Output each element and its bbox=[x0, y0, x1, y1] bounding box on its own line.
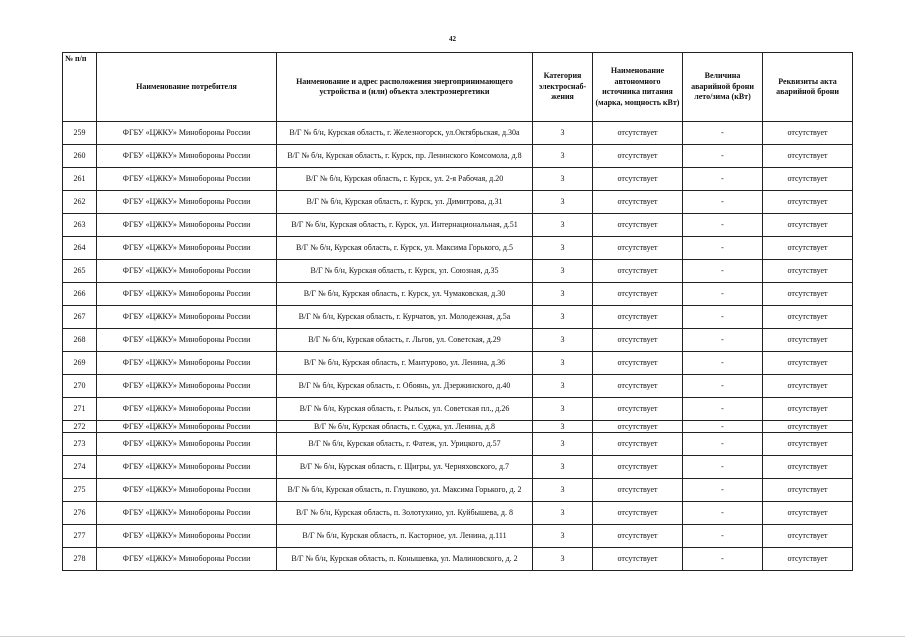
cell-object: В/Г № б/н, Курская область, п. Касторное, ул. Ленина, д.111 bbox=[277, 525, 533, 548]
table-row bbox=[63, 191, 853, 214]
table-row bbox=[63, 352, 853, 375]
table-row bbox=[63, 502, 853, 525]
cell-object: В/Г № б/н, Курская область, г. Суджа, ул. Ленина, д.8 bbox=[277, 421, 533, 433]
cell-source: отсутствует bbox=[593, 433, 683, 456]
cell-num: 273 bbox=[63, 433, 97, 456]
cell-reserve: - bbox=[683, 145, 763, 168]
cell-num: 262 bbox=[63, 191, 97, 214]
cell-reserve: - bbox=[683, 352, 763, 375]
cell-source: отсутствует bbox=[593, 145, 683, 168]
table-row bbox=[63, 525, 853, 548]
header-consumer: Наименование потребителя bbox=[97, 53, 277, 122]
header-row bbox=[63, 53, 853, 122]
cell-object: В/Г № б/н, Курская область, г. Мантурово, ул. Ленина, д.36 bbox=[277, 352, 533, 375]
cell-category: 3 bbox=[533, 191, 593, 214]
cell-act: отсутствует bbox=[763, 260, 853, 283]
cell-consumer: ФГБУ «ЦЖКУ» Минобороны России bbox=[97, 145, 277, 168]
table-row bbox=[63, 306, 853, 329]
cell-reserve: - bbox=[683, 283, 763, 306]
cell-num: 264 bbox=[63, 237, 97, 260]
table-row bbox=[63, 145, 853, 168]
cell-consumer: ФГБУ «ЦЖКУ» Минобороны России bbox=[97, 260, 277, 283]
table-row bbox=[63, 421, 853, 433]
cell-reserve: - bbox=[683, 456, 763, 479]
cell-source: отсутствует bbox=[593, 456, 683, 479]
cell-source: отсутствует bbox=[593, 398, 683, 421]
cell-act: отсутствует bbox=[763, 433, 853, 456]
table-row bbox=[63, 479, 853, 502]
cell-num: 263 bbox=[63, 214, 97, 237]
cell-source: отсутствует bbox=[593, 329, 683, 352]
header-act: Реквизиты акта аварийной брони bbox=[763, 53, 853, 122]
table-row bbox=[63, 214, 853, 237]
cell-category: 3 bbox=[533, 502, 593, 525]
cell-act: отсутствует bbox=[763, 145, 853, 168]
cell-source: отсутствует bbox=[593, 122, 683, 145]
header-source: Наименование автономного источника питания (марка, мощность кВт) bbox=[593, 53, 683, 122]
cell-consumer: ФГБУ «ЦЖКУ» Минобороны России bbox=[97, 421, 277, 433]
cell-consumer: ФГБУ «ЦЖКУ» Минобороны России bbox=[97, 329, 277, 352]
cell-category: 3 bbox=[533, 214, 593, 237]
cell-consumer: ФГБУ «ЦЖКУ» Минобороны России bbox=[97, 479, 277, 502]
cell-act: отсутствует bbox=[763, 329, 853, 352]
cell-source: отсутствует bbox=[593, 375, 683, 398]
header-object: Наименование и адрес расположения энергопринимающего устройства и (или) объекта электроэнергетики bbox=[277, 53, 533, 122]
cell-num: 266 bbox=[63, 283, 97, 306]
cell-category: 3 bbox=[533, 329, 593, 352]
table-row bbox=[63, 122, 853, 145]
scan-edge-line bbox=[0, 636, 905, 637]
cell-category: 3 bbox=[533, 283, 593, 306]
cell-category: 3 bbox=[533, 306, 593, 329]
cell-act: отсутствует bbox=[763, 398, 853, 421]
cell-source: отсутствует bbox=[593, 306, 683, 329]
cell-object: В/Г № б/н, Курская область, г. Рыльск, ул. Советская пл., д.26 bbox=[277, 398, 533, 421]
cell-consumer: ФГБУ «ЦЖКУ» Минобороны России bbox=[97, 456, 277, 479]
cell-consumer: ФГБУ «ЦЖКУ» Минобороны России bbox=[97, 502, 277, 525]
cell-category: 3 bbox=[533, 260, 593, 283]
cell-category: 3 bbox=[533, 525, 593, 548]
cell-object: В/Г № б/н, Курская область, г. Курск, пр. Ленинского Комсомола, д.8 bbox=[277, 145, 533, 168]
cell-num: 275 bbox=[63, 479, 97, 502]
table-row bbox=[63, 237, 853, 260]
cell-num: 272 bbox=[63, 421, 97, 433]
cell-num: 276 bbox=[63, 502, 97, 525]
table-row bbox=[63, 283, 853, 306]
table-row bbox=[63, 260, 853, 283]
cell-category: 3 bbox=[533, 145, 593, 168]
cell-consumer: ФГБУ «ЦЖКУ» Минобороны России bbox=[97, 375, 277, 398]
cell-num: 278 bbox=[63, 548, 97, 571]
cell-source: отсутствует bbox=[593, 214, 683, 237]
cell-act: отсутствует bbox=[763, 421, 853, 433]
cell-object: В/Г № б/н, Курская область, г. Курск, ул. Димитрова, д.31 bbox=[277, 191, 533, 214]
cell-object: В/Г № б/н, Курская область, г. Щигры, ул. Черняховского, д.7 bbox=[277, 456, 533, 479]
cell-object: В/Г № б/н, Курская область, г. Курчатов, ул. Молодежная, д.5а bbox=[277, 306, 533, 329]
cell-reserve: - bbox=[683, 548, 763, 571]
cell-act: отсутствует bbox=[763, 191, 853, 214]
cell-num: 274 bbox=[63, 456, 97, 479]
cell-act: отсутствует bbox=[763, 479, 853, 502]
cell-reserve: - bbox=[683, 421, 763, 433]
cell-num: 269 bbox=[63, 352, 97, 375]
cell-consumer: ФГБУ «ЦЖКУ» Минобороны России bbox=[97, 398, 277, 421]
cell-category: 3 bbox=[533, 479, 593, 502]
cell-object: В/Г № б/н, Курская область, г. Фатеж, ул. Урицкого, д.57 bbox=[277, 433, 533, 456]
page-number: 42 bbox=[449, 35, 456, 43]
cell-reserve: - bbox=[683, 214, 763, 237]
cell-source: отсутствует bbox=[593, 502, 683, 525]
cell-consumer: ФГБУ «ЦЖКУ» Минобороны России bbox=[97, 168, 277, 191]
cell-reserve: - bbox=[683, 375, 763, 398]
table-row bbox=[63, 398, 853, 421]
cell-reserve: - bbox=[683, 525, 763, 548]
table-row bbox=[63, 375, 853, 398]
cell-object: В/Г № б/н, Курская область, п. Золотухино, ул. Куйбышева, д. 8 bbox=[277, 502, 533, 525]
cell-act: отсутствует bbox=[763, 502, 853, 525]
reserve-table bbox=[62, 52, 853, 571]
cell-consumer: ФГБУ «ЦЖКУ» Минобороны России bbox=[97, 306, 277, 329]
table-row bbox=[63, 329, 853, 352]
cell-reserve: - bbox=[683, 168, 763, 191]
cell-category: 3 bbox=[533, 548, 593, 571]
cell-act: отсутствует bbox=[763, 168, 853, 191]
cell-num: 268 bbox=[63, 329, 97, 352]
cell-object: В/Г № б/н, Курская область, г. Курск, ул. Союзная, д.35 bbox=[277, 260, 533, 283]
cell-reserve: - bbox=[683, 502, 763, 525]
cell-consumer: ФГБУ «ЦЖКУ» Минобороны России bbox=[97, 237, 277, 260]
cell-source: отсутствует bbox=[593, 352, 683, 375]
cell-num: 259 bbox=[63, 122, 97, 145]
cell-source: отсутствует bbox=[593, 191, 683, 214]
cell-consumer: ФГБУ «ЦЖКУ» Минобороны России bbox=[97, 283, 277, 306]
cell-source: отсутствует bbox=[593, 421, 683, 433]
cell-reserve: - bbox=[683, 306, 763, 329]
cell-consumer: ФГБУ «ЦЖКУ» Минобороны России bbox=[97, 122, 277, 145]
cell-reserve: - bbox=[683, 479, 763, 502]
cell-num: 277 bbox=[63, 525, 97, 548]
cell-category: 3 bbox=[533, 168, 593, 191]
cell-reserve: - bbox=[683, 329, 763, 352]
cell-reserve: - bbox=[683, 237, 763, 260]
cell-num: 265 bbox=[63, 260, 97, 283]
table-row bbox=[63, 548, 853, 571]
cell-category: 3 bbox=[533, 375, 593, 398]
cell-reserve: - bbox=[683, 433, 763, 456]
cell-act: отсутствует bbox=[763, 306, 853, 329]
cell-category: 3 bbox=[533, 237, 593, 260]
cell-object: В/Г № б/н, Курская область, г. Курск, ул. 2-я Рабочая, д.20 bbox=[277, 168, 533, 191]
cell-category: 3 bbox=[533, 122, 593, 145]
cell-num: 271 bbox=[63, 398, 97, 421]
cell-consumer: ФГБУ «ЦЖКУ» Минобороны России bbox=[97, 214, 277, 237]
cell-object: В/Г № б/н, Курская область, г. Обоянь, ул. Дзержинского, д.40 bbox=[277, 375, 533, 398]
cell-object: В/Г № б/н, Курская область, г. Железногорск, ул.Октябрьская, д.30а bbox=[277, 122, 533, 145]
table-row bbox=[63, 168, 853, 191]
cell-source: отсутствует bbox=[593, 525, 683, 548]
cell-num: 261 bbox=[63, 168, 97, 191]
cell-object: В/Г № б/н, Курская область, п. Конышевка, ул. Малиновского, д. 2 bbox=[277, 548, 533, 571]
cell-source: отсутствует bbox=[593, 479, 683, 502]
cell-consumer: ФГБУ «ЦЖКУ» Минобороны России bbox=[97, 352, 277, 375]
cell-category: 3 bbox=[533, 398, 593, 421]
cell-consumer: ФГБУ «ЦЖКУ» Минобороны России bbox=[97, 548, 277, 571]
table-row bbox=[63, 456, 853, 479]
cell-consumer: ФГБУ «ЦЖКУ» Минобороны России bbox=[97, 433, 277, 456]
header-reserve: Величина аварийной брони лето/зима (кВт) bbox=[683, 53, 763, 122]
cell-act: отсутствует bbox=[763, 375, 853, 398]
table-row bbox=[63, 433, 853, 456]
cell-category: 3 bbox=[533, 456, 593, 479]
cell-reserve: - bbox=[683, 398, 763, 421]
cell-num: 267 bbox=[63, 306, 97, 329]
cell-act: отсутствует bbox=[763, 548, 853, 571]
cell-object: В/Г № б/н, Курская область, г. Курск, ул. Интернациональная, д.51 bbox=[277, 214, 533, 237]
cell-act: отсутствует bbox=[763, 456, 853, 479]
cell-act: отсутствует bbox=[763, 214, 853, 237]
header-num: № п/п bbox=[63, 53, 97, 122]
cell-source: отсутствует bbox=[593, 168, 683, 191]
cell-act: отсутствует bbox=[763, 122, 853, 145]
cell-reserve: - bbox=[683, 191, 763, 214]
cell-act: отсутствует bbox=[763, 283, 853, 306]
cell-act: отсутствует bbox=[763, 352, 853, 375]
cell-object: В/Г № б/н, Курская область, п. Глушково, ул. Максима Горького, д. 2 bbox=[277, 479, 533, 502]
table-body bbox=[63, 122, 853, 571]
cell-object: В/Г № б/н, Курская область, г. Курск, ул. Чумаковская, д.30 bbox=[277, 283, 533, 306]
cell-act: отсутствует bbox=[763, 237, 853, 260]
cell-source: отсутствует bbox=[593, 260, 683, 283]
cell-category: 3 bbox=[533, 352, 593, 375]
cell-num: 270 bbox=[63, 375, 97, 398]
cell-num: 260 bbox=[63, 145, 97, 168]
cell-object: В/Г № б/н, Курская область, г. Льгов, ул. Советская, д.29 bbox=[277, 329, 533, 352]
cell-source: отсутствует bbox=[593, 283, 683, 306]
cell-reserve: - bbox=[683, 122, 763, 145]
cell-act: отсутствует bbox=[763, 525, 853, 548]
cell-source: отсутствует bbox=[593, 548, 683, 571]
cell-reserve: - bbox=[683, 260, 763, 283]
cell-object: В/Г № б/н, Курская область, г. Курск, ул. Максима Горького, д.5 bbox=[277, 237, 533, 260]
cell-consumer: ФГБУ «ЦЖКУ» Минобороны России bbox=[97, 525, 277, 548]
cell-category: 3 bbox=[533, 421, 593, 433]
cell-source: отсутствует bbox=[593, 237, 683, 260]
header-category: Категория электроснаб-жения bbox=[533, 53, 593, 122]
cell-consumer: ФГБУ «ЦЖКУ» Минобороны России bbox=[97, 191, 277, 214]
cell-category: 3 bbox=[533, 433, 593, 456]
